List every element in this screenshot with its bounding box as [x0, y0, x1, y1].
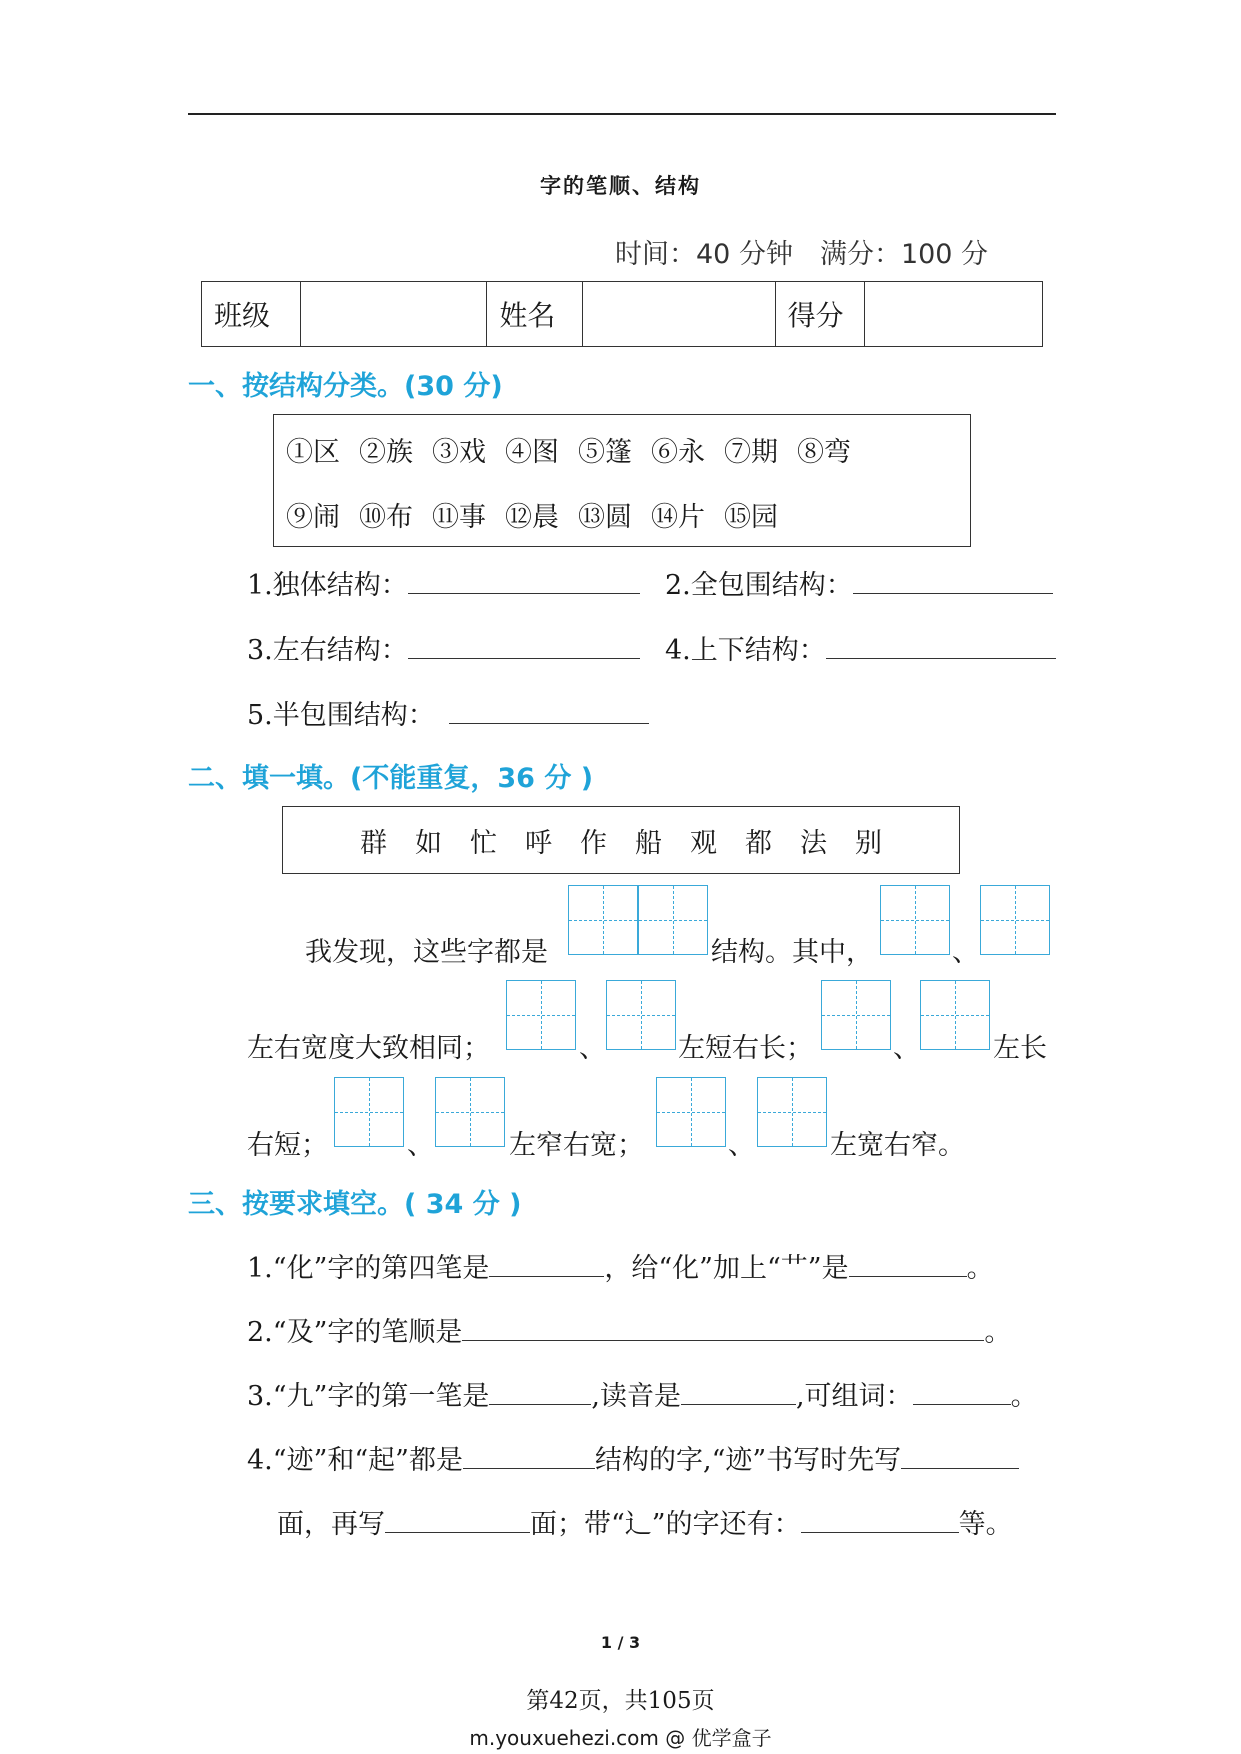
answer-blank[interactable]	[489, 1377, 591, 1405]
tianzige-box[interactable]	[606, 980, 676, 1050]
char-item: ⑬圆	[578, 502, 632, 533]
char-item: 如	[415, 827, 442, 859]
tianzige-box[interactable]	[334, 1077, 404, 1147]
s2-text: 、	[579, 1033, 606, 1064]
page-title: 字的笔顺、结构	[540, 174, 701, 198]
char-item: ⑤篷	[578, 437, 632, 468]
char-box-2	[282, 806, 960, 874]
s3-question-2: 2.“及”字的笔顺是 。	[247, 1310, 1011, 1349]
time-info: 时间：40 分钟 满分：100 分	[615, 239, 989, 270]
answer-blank[interactable]	[913, 1377, 1011, 1405]
tianzige-box[interactable]	[920, 980, 990, 1050]
answer-blank[interactable]	[449, 696, 649, 724]
char-item: ①区	[286, 437, 340, 468]
s1-question-2: 2.全包围结构：	[665, 563, 1053, 602]
s3-question-3: 3.“九”字的第一笔是 ,读音是 ,可组词： 。	[247, 1374, 1038, 1413]
section2-heading: 二、填一填。(不能重复，36 分 )	[188, 763, 594, 794]
s2-text: 、	[407, 1130, 434, 1161]
char-item: ③戏	[432, 437, 486, 468]
char-item: ⑧弯	[797, 437, 851, 468]
tianzige-box[interactable]	[980, 885, 1050, 955]
page-counter: 1 / 3	[600, 1633, 641, 1652]
char-item: ⑩布	[359, 502, 413, 533]
answer-blank[interactable]	[408, 631, 640, 659]
answer-blank[interactable]	[901, 1441, 1019, 1469]
char-item: 别	[855, 827, 882, 859]
char-box-1	[273, 414, 971, 547]
s2-text: 左窄右宽；	[509, 1130, 644, 1161]
s3-question-4-cont: 面，再写 面；带“辶”的字还有： 等。	[277, 1502, 1013, 1541]
name-field[interactable]	[583, 282, 776, 346]
char-item: ④图	[505, 437, 559, 468]
tianzige-box[interactable]	[821, 980, 891, 1050]
s2-text: 我发现，这些字都是	[305, 937, 548, 968]
answer-blank[interactable]	[462, 1313, 984, 1341]
s2-text: 、	[728, 1130, 755, 1161]
s2-text: 左右宽度大致相同；	[247, 1033, 490, 1064]
site-footer: m.youxuehezi.com @ 优学盒子	[469, 1726, 772, 1750]
char-item: ⑪事	[432, 502, 486, 533]
answer-blank[interactable]	[463, 1441, 595, 1469]
s2-text: 结构。其中，	[711, 937, 873, 968]
tianzige-box[interactable]	[656, 1077, 726, 1147]
char-item: ⑮园	[724, 502, 778, 533]
answer-blank[interactable]	[801, 1505, 959, 1533]
char-row-2	[286, 495, 797, 534]
s2-text: 左长	[993, 1033, 1047, 1064]
name-label: 姓名	[487, 282, 583, 346]
s2-text: 、	[952, 937, 979, 968]
char-item: ⑭片	[651, 502, 705, 533]
char-item: 都	[745, 827, 772, 859]
s2-text: 右短；	[247, 1130, 328, 1161]
tianzige-box[interactable]	[568, 885, 638, 955]
char-item: 忙	[470, 827, 497, 859]
char-item: ⑫晨	[505, 502, 559, 533]
score-field[interactable]	[865, 282, 1042, 346]
section1-heading: 一、按结构分类。(30 分)	[188, 371, 503, 402]
char-item: 群	[360, 827, 387, 859]
char-item: 船	[635, 827, 662, 859]
top-rule	[188, 113, 1056, 115]
answer-blank[interactable]	[826, 631, 1056, 659]
tianzige-box[interactable]	[757, 1077, 827, 1147]
s3-question-4: 4.“迹”和“起”都是 结构的字,“迹”书写时先写	[247, 1438, 1019, 1477]
s2-text: 、	[893, 1033, 920, 1064]
tianzige-box[interactable]	[506, 980, 576, 1050]
score-label: 得分	[776, 282, 866, 346]
char-item: ⑦期	[724, 437, 778, 468]
s1-question-1: 1.独体结构：	[247, 563, 640, 602]
s1-question-3: 3.左右结构：	[247, 628, 640, 667]
char-item: 作	[580, 827, 607, 859]
tianzige-box[interactable]	[435, 1077, 505, 1147]
s2-text: 左宽右窄。	[830, 1130, 965, 1161]
class-label: 班级	[202, 282, 301, 346]
tianzige-box[interactable]	[638, 885, 708, 955]
s2-text: 左短右长；	[678, 1033, 813, 1064]
tianzige-box[interactable]	[880, 885, 950, 955]
answer-blank[interactable]	[849, 1249, 967, 1277]
s1-question-4: 4.上下结构：	[665, 628, 1056, 667]
char-item: ⑨闹	[286, 502, 340, 533]
answer-blank[interactable]	[489, 1249, 604, 1277]
page-info: 第42页，共105页	[526, 1688, 715, 1714]
s1-question-5: 5.半包围结构：	[247, 693, 649, 732]
answer-blank[interactable]	[408, 566, 640, 594]
char-row-1	[286, 430, 870, 469]
char-item: 法	[800, 827, 827, 859]
class-field[interactable]	[301, 282, 488, 346]
char-item: ⑥永	[651, 437, 705, 468]
answer-blank[interactable]	[385, 1505, 530, 1533]
answer-blank[interactable]	[853, 566, 1053, 594]
char-item: 呼	[525, 827, 552, 859]
answer-blank[interactable]	[681, 1377, 796, 1405]
char-item: ②族	[359, 437, 413, 468]
section3-heading: 三、按要求填空。( 34 分 )	[188, 1189, 522, 1220]
s3-question-1: 1.“化”字的第四笔是 ，给“化”加上“艹”是 。	[247, 1246, 994, 1285]
char-item: 观	[690, 827, 717, 859]
info-table	[201, 281, 1043, 347]
